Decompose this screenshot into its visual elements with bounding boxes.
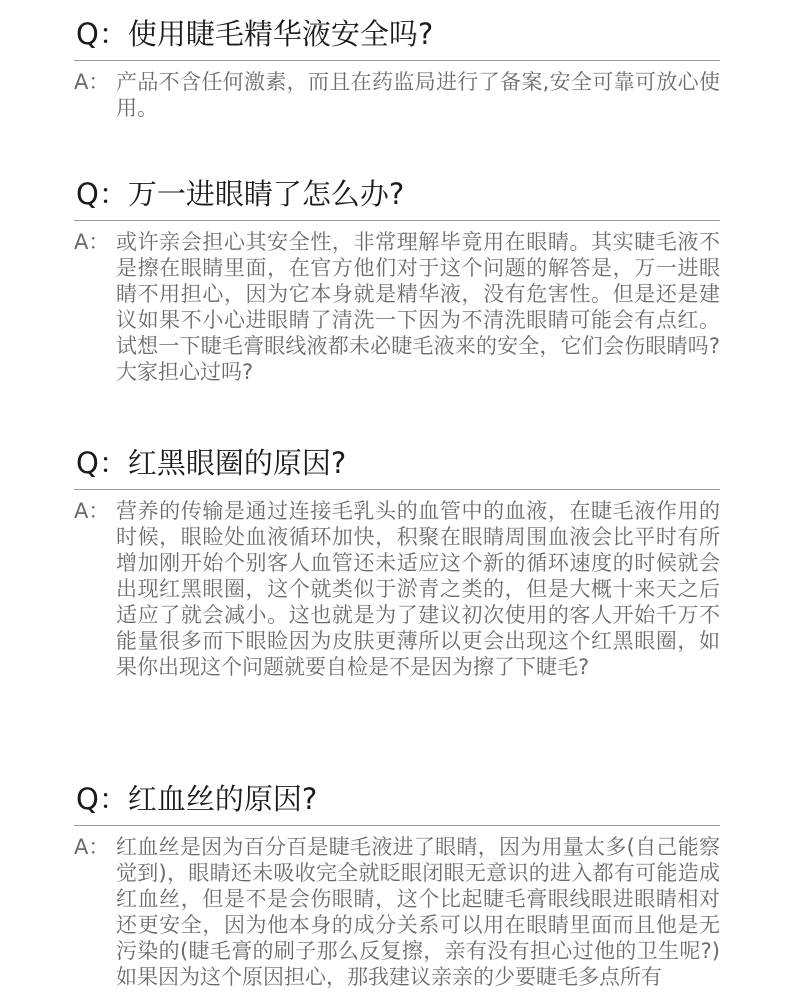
divider [74, 60, 720, 61]
answer-prefix: A： [74, 835, 110, 859]
faq-answer [74, 69, 720, 121]
answer-prefix: A： [74, 230, 110, 254]
faq-answer [74, 229, 720, 385]
faq-answer [74, 498, 720, 680]
faq-item [74, 177, 720, 385]
divider [74, 825, 720, 826]
faq-question: Q：万一进眼睛了怎么办? [76, 177, 405, 211]
divider [74, 489, 720, 490]
answer-text: 红血丝是因为百分百是睫毛液进了眼睛，因为用量太多(自己能察觉到)，眼睛还未吸收完全就眨眼闭眼无意识的进入都有可能造成红血丝，但是不是会伤眼睛，这个比起睫毛膏眼线眼进眼睛相对还更安全，因为他本身的成分关系可以用在眼睛里面而且他是无污染的(睫毛膏的刷子那么反复擦，亲有没有担心过他的卫生呢?)如果因为这个原因担心，那我建议亲亲的少要睫毛多点所有 [116, 835, 720, 989]
answer-prefix: A： [74, 70, 110, 94]
faq-question: Q：红黑眼圈的原因? [76, 446, 347, 480]
faq-item [74, 782, 720, 990]
faq-item [74, 446, 720, 680]
faq-question: Q：红血丝的原因? [76, 782, 318, 816]
answer-text: 营养的传输是通过连接毛乳头的血管中的血液，在睫毛液作用的时候，眼睑处血液循环加快，积聚在眼睛周围血液会比平时有所增加刚开始个别客人血管还未适应这个新的循环速度的时候就会出现红黑眼圈，这个就类似于淤青之类的，但是大概十来天之后适应了就会减小。这也就是为了建议初次使用的客人开始千万不能量很多而下眼睑因为皮肤更薄所以更会出现这个红黑眼圈，如果你出现这个问题就要自检是不是因为擦了下睫毛? [116, 499, 720, 679]
answer-text: 产品不含任何激素，而且在药监局进行了备案,安全可靠可放心使用。 [116, 70, 720, 120]
faq-answer [74, 834, 720, 990]
answer-prefix: A： [74, 499, 110, 523]
answer-text: 或许亲会担心其安全性，非常理解毕竟用在眼睛。其实睫毛液不是擦在眼睛里面，在官方他们对于这个问题的解答是，万一进眼睛不用担心，因为它本身就是精华液，没有危害性。但是还是建议如果不小心进眼睛了清洗一下因为不清洗眼睛可能会有点红。试想一下睫毛膏眼线液都未必睫毛液来的安全，它们会伤眼睛吗?大家担心过吗? [116, 230, 720, 384]
faq-question: Q：使用睫毛精华液安全吗? [76, 17, 434, 51]
divider [74, 220, 720, 221]
faq-item [74, 17, 720, 121]
